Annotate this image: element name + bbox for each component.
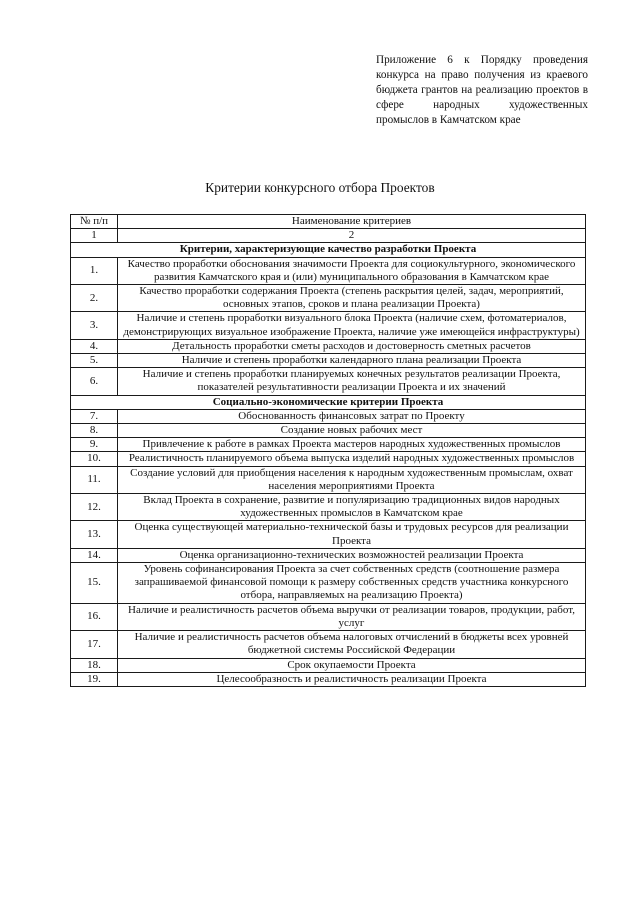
header-name: Наименование критериев (118, 215, 586, 229)
row-number: 18. (71, 658, 118, 672)
table-row (71, 438, 586, 452)
criterion-text: Привлечение к работе в рамках Проекта мастеров народных художественных промыслов (118, 438, 586, 452)
table-row (71, 452, 586, 466)
header-num: № п/п (71, 215, 118, 229)
criterion-text: Наличие и степень проработки календарного плана реализации Проекта (118, 354, 586, 368)
table-row (71, 354, 586, 368)
section-header-row (71, 243, 586, 257)
row-number: 7. (71, 409, 118, 423)
criterion-text: Создание условий для приобщения населения к народным художественным промыслам, охват населения мероприятиями Проекта (118, 466, 586, 493)
table-row (71, 285, 586, 312)
criterion-text: Качество проработки содержания Проекта (степень раскрытия целей, задач, мероприятий, основных этапов, сроков и плана реализации Проекта) (118, 285, 586, 312)
table-row (71, 409, 586, 423)
row-number: 19. (71, 672, 118, 686)
row-number: 16. (71, 603, 118, 630)
criterion-text: Обоснованность финансовых затрат по Проекту (118, 409, 586, 423)
criterion-text: Оценка организационно-технических возможностей реализации Проекта (118, 548, 586, 562)
table-row (71, 603, 586, 630)
table-row (71, 658, 586, 672)
row-number: 12. (71, 494, 118, 521)
criterion-text: Уровень софинансирования Проекта за счет собственных средств (соотношение размера запрашиваемой финансовой помощи к размеру собственных средств участника конкурсного отбора, направляемых на реализацию Проекта) (118, 563, 586, 604)
row-number: 10. (71, 452, 118, 466)
criterion-text: Создание новых рабочих мест (118, 424, 586, 438)
row-number: 5. (71, 354, 118, 368)
criterion-text: Наличие и реалистичность расчетов объема выручки от реализации товаров, продукции, работ, услуг (118, 603, 586, 630)
criterion-text: Реалистичность планируемого объема выпуска изделий народных художественных промыслов (118, 452, 586, 466)
table-row (71, 672, 586, 686)
criterion-text: Наличие и степень проработки планируемых конечных результатов реализации Проекта, показателей результативности реализации Проекта и их значений (118, 368, 586, 395)
row-number: 4. (71, 339, 118, 353)
criterion-text: Наличие и реалистичность расчетов объема налоговых отчислений в бюджеты всех уровней бюджетной системы Российской Федерации (118, 631, 586, 658)
row-number: 11. (71, 466, 118, 493)
criterion-text: Целесообразность и реалистичность реализации Проекта (118, 672, 586, 686)
column-number-row (71, 229, 586, 243)
row-number: 3. (71, 312, 118, 339)
page-title: Критерии конкурсного отбора Проектов (205, 180, 435, 195)
row-number: 6. (71, 368, 118, 395)
criterion-text: Наличие и степень проработки визуального блока Проекта (наличие схем, фотоматериалов, демонстрирующих визуальное изображение Проекта, наличие уже имеющейся инфраструктуры) (118, 312, 586, 339)
row-number: 2. (71, 285, 118, 312)
table-row (71, 257, 586, 284)
criterion-text: Вклад Проекта в сохранение, развитие и популяризацию традиционных видов народных художественных промыслов в Камчатском крае (118, 494, 586, 521)
section-title: Социально-экономические критерии Проекта (71, 395, 586, 409)
row-number: 9. (71, 438, 118, 452)
row-number: 15. (71, 563, 118, 604)
table-row (71, 494, 586, 521)
section-header-row (71, 395, 586, 409)
table-row (71, 312, 586, 339)
table-row (71, 339, 586, 353)
criteria-table (70, 214, 586, 687)
table-row (71, 548, 586, 562)
row-number: 1. (71, 257, 118, 284)
criterion-text: Оценка существующей материально-технической базы и трудовых ресурсов для реализации Проекта (118, 521, 586, 548)
criterion-text: Детальность проработки сметы расходов и достоверность сметных расчетов (118, 339, 586, 353)
row-number: 13. (71, 521, 118, 548)
table-row (71, 424, 586, 438)
table-row (71, 368, 586, 395)
colnum-1: 1 (71, 229, 118, 243)
row-number: 8. (71, 424, 118, 438)
annex-note: Приложение 6 к Порядку проведения конкурса на право получения из краевого бюджета грантов на реализацию проектов в сфере народных художественных промыслов в Камчатском крае (376, 54, 588, 126)
section-title: Критерии, характеризующие качество разработки Проекта (71, 243, 586, 257)
table-row (71, 631, 586, 658)
colnum-2: 2 (118, 229, 586, 243)
row-number: 14. (71, 548, 118, 562)
criterion-text: Срок окупаемости Проекта (118, 658, 586, 672)
table-header-row (71, 215, 586, 229)
table-row (71, 563, 586, 604)
table-row (71, 521, 586, 548)
table-row (71, 466, 586, 493)
criterion-text: Качество проработки обоснования значимости Проекта для социокультурного, экономического развития Камчатского края и (или) муниципального образования в Камчатском крае (118, 257, 586, 284)
row-number: 17. (71, 631, 118, 658)
